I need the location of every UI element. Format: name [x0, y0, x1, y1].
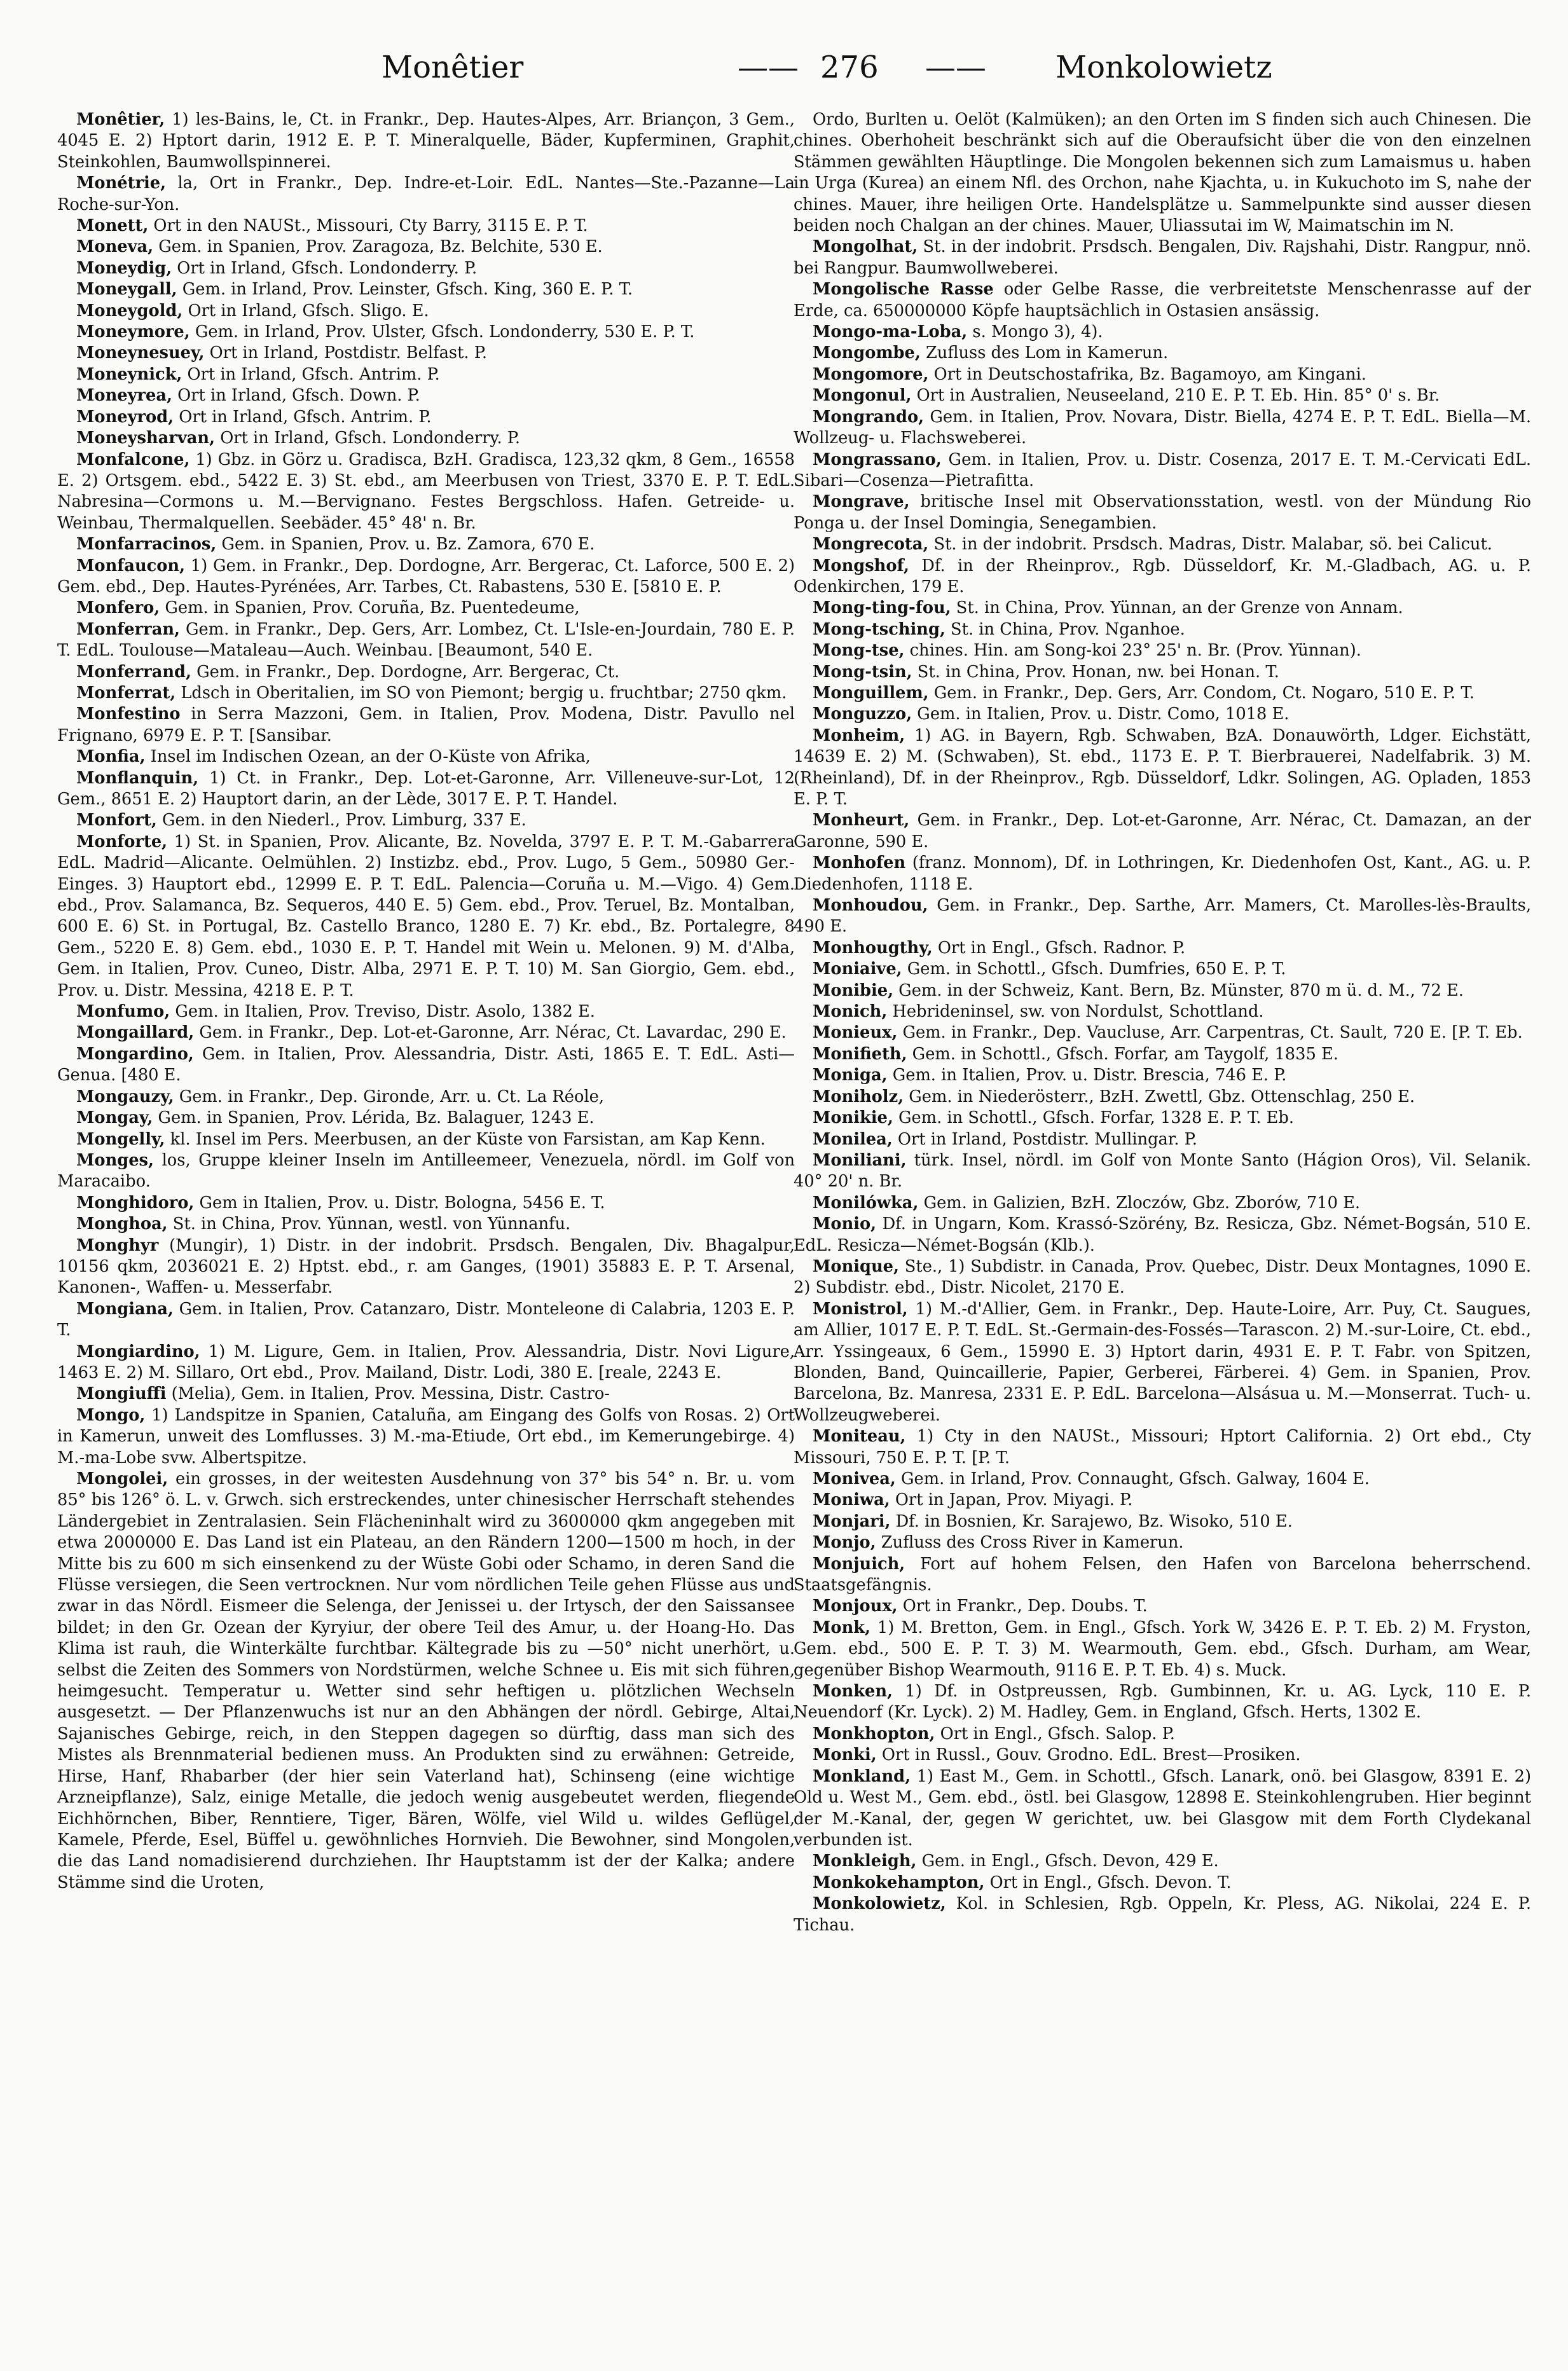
entry-text: kl. Insel im Pers. Meerbusen, an der Küste von Farsistan, am Kap Kenn.: [165, 1129, 766, 1149]
entry-text: los, Gruppe kleiner Inseln im Antilleemeer, Venezuela, nördl. im Golf von Maracaibo.: [57, 1150, 795, 1192]
entry-text: Ort in Irland, Gfsch. Down. P.: [172, 386, 420, 406]
dictionary-entry: [57, 1193, 795, 1214]
header-dash-right: ——: [925, 50, 986, 85]
entry-text: Gem. in Irland, Prov. Leinster, Gfsch. King, 360 E. P. T.: [177, 280, 633, 299]
entry-text: St. in der indobrit. Prsdsch. Madras, Distr. Malabar, sö. bei Calicut.: [928, 535, 1492, 554]
dictionary-entry: [794, 959, 1531, 980]
entry-text: Fort auf hohem Felsen, den Hafen von Barcelona beherrschend. Staatsgefängnis.: [794, 1554, 1531, 1595]
entry-text: Ort in Engl., Gfsch. Radnor. P.: [932, 938, 1186, 958]
dictionary-entry: [57, 768, 795, 811]
dictionary-entry: [794, 704, 1531, 725]
dictionary-entry: [57, 1129, 795, 1150]
dictionary-entry: [57, 1087, 795, 1108]
entry-headword: Mongonul,: [813, 386, 912, 406]
entry-text: 1) Df. in Ostpreussen, Rgb. Gumbinnen, Kr. u. AG. Lyck, 110 E. P. Neuendorf (Kr. Lyck). 2) M. Hadley, Gem. in England, Gfsch. Herts, 1302 E.: [794, 1682, 1531, 1722]
entry-headword: Monfalcone,: [76, 450, 190, 469]
dictionary-entry: [794, 1490, 1531, 1511]
dictionary-entry: [57, 1469, 795, 1893]
dictionary-entry: [57, 1235, 795, 1299]
dictionary-entry: [57, 237, 795, 258]
entry-headword: Monghyr: [76, 1235, 159, 1255]
dictionary-entry: [794, 1426, 1531, 1469]
dictionary-entry: [57, 1108, 795, 1129]
running-head-last-entry: Monkolowietz: [1056, 50, 1272, 85]
entry-headword: Monkhopton,: [813, 1724, 935, 1743]
entry-headword: Monforte,: [76, 832, 168, 851]
dictionary-entry: [794, 683, 1531, 704]
dictionary-entry: [794, 1044, 1531, 1065]
entry-headword: Mongaillard,: [76, 1023, 195, 1043]
entry-headword: Mongardino,: [76, 1044, 194, 1064]
entry-headword: Monkland,: [813, 1766, 911, 1786]
entry-headword: Monique,: [813, 1256, 899, 1276]
dictionary-entry: [794, 237, 1531, 279]
dictionary-entry: [794, 1618, 1531, 1681]
entry-text: Ort in Irland, Gfsch. Sligo. E.: [182, 301, 429, 320]
entry-headword: Monhofen: [813, 853, 906, 873]
dictionary-entry: [794, 1766, 1531, 1852]
entry-text: Gem. in Spanien, Prov. u. Bz. Zamora, 670 E.: [216, 535, 595, 554]
entry-headword: Monheim,: [813, 725, 905, 745]
dictionary-entry: [794, 1214, 1531, 1256]
entry-text: Gem. in Irland, Prov. Connaught, Gfsch. Galway, 1604 E.: [895, 1469, 1370, 1488]
dictionary-entry: [57, 450, 795, 535]
entry-text: Gem. in Frankr., Dep. Gers, Arr. Condom, Ct. Nogaro, 510 E. P. T.: [928, 683, 1475, 703]
entry-headword: Mong-tsin,: [813, 662, 912, 682]
entry-text: Gem. in Galizien, BzH. Zloczów, Gbz. Zborów, 710 E.: [918, 1193, 1361, 1213]
dictionary-entry: [794, 1596, 1531, 1617]
entry-text: (Mungir), 1) Distr. in der indobrit. Prsdsch. Bengalen, Div. Bhagalpur, 10156 qkm, 2036021 E. 2) Hptst. ebd., r. am Ganges, (1901) 35883 E. P. T. Arsenal, Kanonen-, Waffen- u. Messerfabr.: [57, 1235, 795, 1298]
entry-text: s. Mongo 3), 4).: [967, 322, 1103, 342]
dictionary-entry: [794, 853, 1531, 895]
entry-headword: Monken,: [813, 1682, 893, 1701]
entry-text: Hebrideninsel, sw. von Nordulst, Schottland.: [887, 1002, 1264, 1022]
entry-text: Gem. in Italien, Prov. u. Distr. Brescia, 746 E. P.: [887, 1066, 1287, 1085]
entry-headword: Moniliani,: [813, 1150, 907, 1170]
entry-text: Gem. in Frankr., Dep. Lot-et-Garonne, Arr. Nérac, Ct. Lavardac, 290 E.: [194, 1023, 787, 1043]
entry-headword: Monjoux,: [813, 1597, 898, 1616]
entry-text: 1) Ct. in Frankr., Dep. Lot-et-Garonne, Arr. Villeneuve-sur-Lot, 12 Gem., 8651 E. 2) Hauptort darin, an der Lède, 3017 E. P. T. Handel.: [57, 768, 795, 809]
dictionary-entry: [794, 1724, 1531, 1745]
dictionary-entry: [794, 385, 1531, 406]
dictionary-entry: [57, 301, 795, 322]
entry-text: Df. in Bosnien, Kr. Sarajewo, Bz. Wisoko, 510 E.: [890, 1511, 1293, 1531]
entry-text: Ort in Engl., Gfsch. Salop. P.: [935, 1724, 1175, 1743]
entry-headword: Mongo-ma-Loba,: [813, 322, 968, 342]
entry-headword: Mongolhat,: [813, 237, 918, 257]
entry-headword: Mongauzy,: [76, 1087, 174, 1106]
entry-text: St. in der indobrit. Prsdsch. Bengalen, Div. Rajshahi, Distr. Rangpur, nnö. bei Rangpur. Baumwollweberei.: [794, 237, 1531, 278]
entry-text: oder Gelbe Rasse, die verbreitetste Menschenrasse auf der Erde, ca. 650000000 Köpfe hauptsächlich in Ostasien ansässig.: [794, 280, 1531, 320]
dictionary-entry: [794, 1893, 1531, 1936]
entry-text: Ort in Irland, Gfsch. Londonderry. P.: [172, 258, 478, 278]
entry-headword: Monferrand,: [76, 662, 191, 682]
dictionary-entry: [57, 598, 795, 619]
entry-text: Gem. in Spanien, Prov. Zaragoza, Bz. Belchite, 530 E.: [153, 237, 603, 257]
entry-text: in Serra Mazzoni, Gem. in Italien, Prov. Modena, Distr. Pavullo nel Frignano, 6979 E. P. T. [Sansibar.: [57, 704, 795, 745]
dictionary-entry: [794, 1022, 1531, 1043]
entry-headword: Monjuich,: [813, 1554, 905, 1574]
entry-headword: Monikie,: [813, 1108, 893, 1128]
entry-headword: Mongo,: [76, 1405, 146, 1425]
entry-text: Gem. in Schottl., Gfsch. Forfar, am Taygolf, 1835 E.: [907, 1044, 1338, 1064]
entry-headword: Monfarracinos,: [76, 535, 217, 554]
entry-headword: Mongiuffi: [76, 1384, 167, 1404]
entry-text: Ort in Irland, Postdistr. Mullingar. P.: [892, 1129, 1197, 1149]
dictionary-entry: [57, 343, 795, 364]
dictionary-entry: [794, 1065, 1531, 1086]
dictionary-entry: [794, 725, 1531, 811]
entry-headword: Monio,: [813, 1214, 877, 1234]
entry-headword: Mong-tse,: [813, 641, 905, 661]
entry-headword: Moniga,: [813, 1066, 888, 1085]
page-number: 276: [820, 50, 879, 85]
dictionary-entry: [794, 322, 1531, 343]
entry-headword: Monki,: [813, 1745, 877, 1765]
entry-text: Zufluss des Lom in Kamerun.: [920, 343, 1169, 363]
dictionary-entry: [794, 1681, 1531, 1724]
entry-headword: Mongolei,: [76, 1469, 168, 1488]
dictionary-entry: [57, 1405, 795, 1469]
entry-text: Ort in Russl., Gouv. Grodno. EdL. Brest—Prosiken.: [876, 1745, 1301, 1765]
page-header: [382, 50, 1399, 100]
dictionary-entry: [794, 1745, 1531, 1766]
entry-headword: Monfero,: [76, 598, 160, 618]
entry-headword: Moniteau,: [813, 1427, 906, 1447]
entry-headword: Monibie,: [813, 980, 894, 1000]
entry-headword: Monheurt,: [813, 811, 910, 830]
dictionary-entry: [794, 1873, 1531, 1893]
dictionary-entry: [794, 1193, 1531, 1214]
entry-headword: Monflanquin,: [76, 768, 199, 788]
entry-text: 1) Cty in den NAUSt., Missouri; Hptort California. 2) Ort ebd., Cty Missouri, 750 E. P. T. [P. T.: [794, 1427, 1531, 1467]
entry-headword: Monich,: [813, 1002, 888, 1022]
entry-text: Ort in Irland, Gfsch. Londonderry. P.: [215, 429, 521, 448]
entry-headword: Monferrat,: [76, 683, 176, 703]
entry-headword: Monghoa,: [76, 1214, 168, 1234]
dictionary-entry: [57, 109, 795, 173]
entry-text: (franz. Monnom), Df. in Lothringen, Kr. Diedenhofen Ost, Kant., AG. u. P. Diedenhofen, 1118 E.: [794, 853, 1531, 894]
entry-headword: Moniholz,: [813, 1087, 904, 1106]
entry-headword: Moniwa,: [813, 1490, 890, 1510]
entry-text: Gem. in Frankr., Dep. Lot-et-Garonne, Arr. Nérac, Ct. Damazan, an der Garonne, 590 E.: [794, 811, 1531, 851]
dictionary-entry: [794, 343, 1531, 364]
entry-headword: Monguillem,: [813, 683, 929, 703]
entry-headword: Monieux,: [813, 1023, 898, 1043]
entry-headword: Moneymore,: [76, 322, 190, 342]
entry-headword: Moneva,: [76, 237, 154, 257]
entry-text: 1) AG. in Bayern, Rgb. Schwaben, BzA. Donauwörth, Ldger. Eichstätt, 14639 E. 2) M. (Schwaben), St. ebd., 1173 E. P. T. Bierbrauerei, Nadelfabrik. 3) M. (Rheinland), Df. in der Rheinprov., Rgb. Düsseldorf, Ldkr. Solingen, AG. Opladen, 1853 E. P. T.: [794, 725, 1531, 809]
entry-headword: Moneyrea,: [76, 386, 172, 406]
dictionary-entry: [57, 1044, 795, 1087]
entry-text: 1) Gem. in Frankr., Dep. Dordogne, Arr. Bergerac, Ct. Laforce, 500 E. 2) Gem. ebd., Dep. Hautes-Pyrénées, Arr. Tarbes, Ct. Rabastens, 530 E. [5810 E. P.: [57, 556, 795, 596]
dictionary-entry: [57, 662, 795, 683]
dictionary-entry: [57, 704, 795, 746]
entry-text: chines. Hin. am Song-koi 23° 25' n. Br. (Prov. Yünnan).: [904, 641, 1361, 661]
entry-headword: Moniaive,: [813, 959, 902, 979]
entry-text: Gem. in Frankr., Dep. Vaucluse, Arr. Carpentras, Ct. Sault, 720 E. [P. T. Eb.: [897, 1023, 1523, 1043]
dictionary-entry: [57, 1214, 795, 1235]
entry-text: Gem. in Spanien, Prov. Lérida, Bz. Balaguer, 1243 E.: [153, 1108, 595, 1128]
entry-text: Ort in Engl., Gfsch. Devon. T.: [984, 1873, 1232, 1892]
entry-headword: Mongomore,: [813, 364, 929, 384]
entry-text: Ort in Australien, Neuseeland, 210 E. P. T. Eb. Hin. 85° 0' s. Br.: [911, 386, 1440, 406]
dictionary-entry: [794, 598, 1531, 619]
dictionary-entry: [794, 364, 1531, 385]
entry-text: Ort in Frankr., Dep. Doubs. T.: [897, 1597, 1148, 1616]
dictionary-entry: [57, 1001, 795, 1022]
dictionary-entry: [57, 216, 795, 237]
entry-text: türk. Insel, nördl. im Golf von Monte Santo (Hágion Oros), Vil. Selanik. 40° 20' n. Br.: [794, 1150, 1531, 1192]
entry-text: Ste., 1) Subdistr. in Canada, Prov. Quebec, Distr. Deux Montagnes, 1090 E. 2) Subdistr. ebd., Distr. Nicolet, 2170 E.: [794, 1256, 1531, 1298]
entry-headword: Monêtier,: [76, 110, 165, 129]
running-head-first-entry: Monêtier: [382, 50, 524, 85]
entry-headword: Monétrie,: [76, 174, 167, 193]
dictionary-entry: [57, 428, 795, 449]
dictionary-entry: [794, 1108, 1531, 1129]
entry-headword: Moneydig,: [76, 258, 172, 278]
entry-headword: Mongombe,: [813, 343, 921, 363]
entry-headword: Monk,: [813, 1618, 870, 1637]
dictionary-entry: [794, 407, 1531, 450]
entry-headword: Monilea,: [813, 1129, 893, 1149]
dictionary-entry: [57, 832, 795, 1001]
entry-text: 1) les-Bains, le, Ct. in Frankr., Dep. Hautes-Alpes, Arr. Briançon, 3 Gem., 4045 E. 2) Hptort darin, 1912 E. P. T. Mineralquelle, Bäder, Kupferminen, Graphit, Steinkohlen, Baumwollspinnerei.: [57, 110, 795, 172]
entry-text: Gem. in Italien, Prov. Novara, Distr. Biella, 4274 E. P. T. EdL. Biella—M. Wollzeug- u. Flachsweberei.: [794, 407, 1531, 448]
dictionary-entry: [57, 1299, 795, 1342]
entry-headword: Monkokehampton,: [813, 1873, 985, 1892]
entry-text: Gem. in Frankr., Dep. Gers, Arr. Lombez, Ct. L'Isle-en-Jourdain, 780 E. P. T. EdL. Toulouse—Mataleau—Auch. Weinbau. [Beaumont, 540 E.: [57, 619, 795, 661]
dictionary-entry: [794, 1001, 1531, 1022]
entry-headword: Mongay,: [76, 1108, 153, 1128]
entry-headword: Monilówka,: [813, 1193, 919, 1213]
dictionary-entry: [57, 364, 795, 385]
dictionary-entry: [57, 746, 795, 767]
header-dash-left: ——: [738, 50, 799, 85]
dictionary-entry: [794, 810, 1531, 853]
dictionary-entry: [57, 619, 795, 662]
entry-text: Gem. in Irland, Prov. Ulster, Gfsch. Londonderry, 530 E. P. T.: [189, 322, 695, 342]
entry-text: Ordo, Burlten u. Oelöt (Kalmüken); an den Orten im S finden sich auch Chinesen. Die chines. Oberhoheit beschränkt sich auf die Oberaufsicht über die von den einzelnen Stämmen gewählten Häuptlinge. Die Mongolen bekennen sich zum Lamaismus u. haben in Urga (Kurea) an einem Nfl. des Orchon, nahe Kjachta, u. in Kukuchoto im S, nahe der chines. Mauer, ihre heiligen Orte. Handelsplätze u. Sammelpunkte sind ausser diesen beiden noch Chalgan an der chines. Mauer, Uliassutai im W, Maimatschin im N.: [794, 110, 1531, 236]
entry-headword: Monges,: [76, 1150, 154, 1170]
dictionary-entry: [794, 450, 1531, 492]
entry-headword: Moneygall,: [76, 280, 177, 299]
entry-text: Gem. in Schottl., Gfsch. Dumfries, 650 E. P. T.: [902, 959, 1286, 979]
dictionary-entry: [794, 1129, 1531, 1150]
entry-headword: Mong-ting-fou,: [813, 598, 951, 618]
entry-headword: Moneynesuey,: [76, 343, 205, 363]
dictionary-entry: [57, 407, 795, 428]
entry-text: 1) East M., Gem. in Schottl., Gfsch. Lanark, onö. bei Glasgow, 8391 E. 2) Old u. West M., Gem. ebd., östl. bei Glasgow, 12898 E. Steinkohlengruben. Hier beginnt der M.-Kanal, der, gegen W gerichtet, uw. bei Glasgow mit dem Forth Clydekanal verbunden ist.: [794, 1766, 1531, 1850]
entry-headword: Monivea,: [813, 1469, 896, 1488]
dictionary-entry: [794, 534, 1531, 555]
entry-text: Ort in Irland, Gfsch. Antrim. P.: [182, 364, 440, 384]
entry-headword: Monferran,: [76, 619, 180, 639]
entry-headword: Monifieth,: [813, 1044, 907, 1064]
entry-text: Kol. in Schlesien, Rgb. Oppeln, Kr. Pless, AG. Nikolai, 224 E. P. Tichau.: [794, 1894, 1531, 1935]
entry-text: (Melia), Gem. in Italien, Prov. Messina, Distr. Castro-: [166, 1384, 610, 1404]
entry-headword: Monguzzo,: [813, 704, 912, 724]
dictionary-entry: [794, 662, 1531, 683]
entry-headword: Monfumo,: [76, 1002, 170, 1022]
entry-headword: Monhougthy,: [813, 938, 933, 958]
entry-text: 1) St. in Spanien, Prov. Alicante, Bz. Novelda, 3797 E. P. T. M.-Gabarrera EdL. Madrid—Alicante. Oelmühlen. 2) Instizbz. ebd., Prov. Lugo, 5 Gem., 50980 Ger.-Einges. 3) Hauptort ebd., 12999 E. P. T. EdL. Palencia—Coruña u. M.—Vigo. 4) Gem. ebd., Prov. Salamanca, Bz. Sequeros, 440 E. 5) Gem. ebd., Prov. Teruel, Bz. Montalban, 600 E. 6) St. in Portugal, Bz. Castello Branco, 1280 E. 7) Kr. ebd., Bz. Portalegre, 8 Gem., 5220 E. 8) Gem. ebd., 1030 E. P. T. Handel mit Wein u. Melonen. 9) M. d'Alba, Gem. in Italien, Prov. Cuneo, Distr. Alba, 2971 E. P. T. 10) M. San Giorgio, Gem. ebd., Prov. u. Distr. Messina, 4218 E. P. T.: [57, 832, 795, 1000]
dictionary-entry: [57, 1384, 795, 1405]
entry-headword: Moneyrod,: [76, 407, 174, 427]
entry-text: St. in China, Prov. Honan, nw. bei Honan. T.: [912, 662, 1279, 682]
entry-headword: Moneygold,: [76, 301, 183, 320]
entry-text: Zufluss des Cross River in Kamerun.: [876, 1533, 1184, 1553]
dictionary-entry: [57, 279, 795, 300]
dictionary-entry: [794, 556, 1531, 598]
dictionary-entry: [57, 683, 795, 704]
entry-text: Gem in Italien, Prov. u. Distr. Bologna, 5456 E. T.: [194, 1193, 605, 1213]
dictionary-entry: [794, 279, 1531, 322]
entry-text: Gem. in der Schweiz, Kant. Bern, Bz. Münster, 870 m ü. d. M., 72 E.: [893, 980, 1464, 1000]
dictionary-entry: [794, 1554, 1531, 1597]
entry-headword: Monghidoro,: [76, 1193, 195, 1213]
entry-text: Ort in den NAUSt., Missouri, Cty Barry, 3115 E. P. T.: [148, 216, 588, 236]
entry-text: Gem. in Italien, Prov. Catanzaro, Distr. Monteleone di Calabria, 1203 E. P. T.: [57, 1299, 795, 1340]
entry-text: la, Ort in Frankr., Dep. Indre-et-Loir. EdL. Nantes—Ste.-Pazanne—La Roche-sur-Yon.: [57, 174, 795, 214]
entry-text: 1) Landspitze in Spanien, Cataluña, am Eingang des Golfs von Rosas. 2) Ort in Kamerun, unweit des Lomflusses. 3) M.-ma-Etiude, Ort ebd., im Kemerungebirge. 4) M.-ma-Lobe svw. Albertspitze.: [57, 1405, 795, 1467]
entry-text: Gem. in Italien, Prov. Treviso, Distr. Asolo, 1382 E.: [170, 1002, 595, 1022]
dictionary-entry: [794, 109, 1531, 237]
right-column: [794, 109, 1531, 2354]
entry-headword: Mongelly,: [76, 1129, 165, 1149]
entry-text: Df. in der Rheinprov., Rgb. Düsseldorf, Kr. M.-Gladbach, AG. u. P. Odenkirchen, 179 E.: [794, 556, 1531, 596]
entry-text: 1) M. Ligure, Gem. in Italien, Prov. Alessandria, Distr. Novi Ligure, 1463 E. 2) M. Sillaro, Ort ebd., Prov. Mailand, Distr. Lodi, 380 E. [reale, 2243 E.: [57, 1342, 795, 1382]
dictionary-entry: [794, 1256, 1531, 1299]
dictionary-entry: [57, 258, 795, 279]
entry-text: 1) Gbz. in Görz u. Gradisca, BzH. Gradisca, 123,32 qkm, 8 Gem., 16558 E. 2) Ortsgem. ebd., 5422 E. 3) St. ebd., am Meerbusen von Triest, 3370 E. P. T. EdL. Nabresina—Cormons u. M.—Bervignano. Festes Bergschloss. Hafen. Getreide- u. Weinbau, Thermalquellen. Seebäder. 45° 48' n. Br.: [57, 450, 795, 533]
entry-headword: Mongiana,: [76, 1299, 174, 1319]
dictionary-entry: [57, 322, 795, 343]
entry-text: Gem. in Schottl., Gfsch. Forfar, 1328 E. P. T. Eb.: [893, 1108, 1295, 1128]
entry-text: 1) M.-d'Allier, Gem. in Frankr., Dep. Haute-Loire, Arr. Puy, Ct. Saugues, am Allier, 1017 E. P. T. EdL. St.-Germain-des-Fossés—Tarascon. 2) M.-sur-Loire, Ct. ebd., Arr. Yssingeaux, 6 Gem., 15990 E. 3) Hptort darin, 4931 E. P. T. Fabr. von Spitzen, Blonden, Band, Quincaillerie, Papier, Gerberei, Färberei. 4) Gem. in Spanien, Prov. Barcelona, Bz. Manresa, 2331 E. P. EdL. Barcelona—Alsásua u. M.—Monserrat. Tuch- u. Wollzeugweberei.: [794, 1299, 1531, 1425]
entry-text: Ort in Irland, Gfsch. Antrim. P.: [174, 407, 432, 427]
entry-headword: Monett,: [76, 216, 149, 236]
entry-headword: Mongrando,: [813, 407, 925, 427]
entry-text: Gem. in Frankr., Dep. Sarthe, Arr. Mamers, Ct. Marolles-lès-Braults, 490 E.: [794, 896, 1531, 937]
entry-text: St. in China, Prov. Yünnan, an der Grenze von Annam.: [951, 598, 1403, 618]
dictionary-entry: [794, 1299, 1531, 1426]
entry-headword: Moneynick,: [76, 364, 182, 384]
entry-text: Gem. in den Niederl., Prov. Limburg, 337 E.: [156, 811, 526, 830]
dictionary-entry: [794, 1469, 1531, 1490]
dictionary-entry: [794, 1511, 1531, 1532]
dictionary-entry: [794, 895, 1531, 938]
dictionary-entry: [794, 980, 1531, 1001]
entry-headword: Monfort,: [76, 811, 157, 830]
entry-headword: Mongrassano,: [813, 450, 942, 469]
entry-text: britische Insel mit Observationsstation, westl. von der Mündung Rio Ponga u. der Insel Domingia, Senegambien.: [794, 492, 1531, 533]
left-column: [57, 109, 795, 2354]
entry-headword: Monhoudou,: [813, 896, 928, 916]
entry-text: Gem. in Italien, Prov. Alessandria, Distr. Asti, 1865 E. T. EdL. Asti—Genua. [480 E.: [57, 1044, 795, 1085]
dictionary-entry: [794, 491, 1531, 534]
dictionary-entry: [57, 173, 795, 216]
entry-text: Gem. in Engl., Gfsch. Devon, 429 E.: [916, 1852, 1219, 1871]
entry-headword: Monkleigh,: [813, 1852, 917, 1871]
entry-text: St. in China, Prov. Nganhoe.: [945, 619, 1185, 639]
entry-text: Ort in Japan, Prov. Miyagi. P.: [890, 1490, 1133, 1510]
dictionary-entry: [794, 1532, 1531, 1553]
entry-text: ein grosses, in der weitesten Ausdehnung von 37° bis 54° n. Br. u. vom 85° bis 126° ö. L. v. Grwch. sich erstreckendes, unter chinesischer Herrschaft stehendes Ländergebiet in Zentralasien. Sein Flächeninhalt wird zu 3600000 qkm angegeben mit etwa 2000000 E. Das Land ist ein Plateau, an den Rändern 1200—1500 m hoch, in der Mitte bis zu 600 m sich einsenkend zu der Wüste Gobi oder Schamo, in deren Sand die Flüsse versiegen, die Seen vertrocknen. Nur vom nördlichen Teile gehen Flüsse aus und zwar in das Nördl. Eismeer die Selenga, der Jenissei u. der Irtysch, der den Saissansee bildet; in den Gr. Ozean der Kyryiur, der obere Teil des Amur, u. der Hoang-Ho. Das Klima ist rauh, die Winterkälte furchtbar. Kältegrade bis zu —50° nicht unerhört, u. selbst die Zeiten des Sommers von Nordstürmen, welche Schnee u. Eis mit sich führen, heimgesucht. Temperatur u. Wetter sind sehr heftigen u. plötzlichen Wechseln ausgesetzt. — Der Pflanzenwuchs ist nur an den Abhängen der nördl. Gebirge, Altai, Sajanisches Gebirge, reich, in den Steppen dagegen so dürftig, dass man sich des Mistes als Brennmaterial bedienen muss. An Produkten sind zu erwähnen: Getreide, Hirse, Hanf, Rhabarber (der hier sein Vaterland hat), Schinseng (eine wichtige Arzneipflanze), Salz, einige Metalle, die jedoch wenig ausgebeutet werden, fliegende Eichhörnchen, Biber, Renntiere, Tiger, Bären, Wölfe, viel Wild u. wildes Geflügel, Kamele, Pferde, Esel, Büffel u. gewöhnliches Hornvieh. Die Bewohner, sind Mongolen, die das Land nomadisierend durchziehen. Ihr Hauptstamm ist der der Kalka; andere Stämme sind die Uroten,: [57, 1469, 795, 1892]
entry-text: Gem. in Frankr., Dep. Gironde, Arr. u. Ct. La Réole,: [174, 1087, 605, 1106]
entry-text: Gem. in Italien, Prov. u. Distr. Cosenza, 2017 E. T. M.-Cervicati EdL. Sibari—Cosenza—Pietrafitta.: [794, 450, 1531, 490]
dictionary-entry: [794, 640, 1531, 661]
dictionary-entry: [57, 1342, 795, 1384]
entry-text: Gem. in Frankr., Dep. Dordogne, Arr. Bergerac, Ct.: [191, 662, 620, 682]
entry-headword: Monistrol,: [813, 1299, 908, 1319]
dictionary-entry: [57, 385, 795, 406]
entry-headword: Mongiardino,: [76, 1342, 200, 1361]
entry-text: Gem. in Niederösterr., BzH. Zwettl, Gbz. Ottenschlag, 250 E.: [904, 1087, 1415, 1106]
entry-headword: Mongrecota,: [813, 535, 929, 554]
entry-text: Gem. in Italien, Prov. u. Distr. Como, 1018 E.: [912, 704, 1289, 724]
entry-headword: Mongrave,: [813, 492, 910, 512]
dictionary-entry: [794, 1150, 1531, 1193]
entry-headword: Monjo,: [813, 1533, 876, 1553]
entry-headword: Monfia,: [76, 747, 146, 767]
entry-text: Df. in Ungarn, Kom. Krassó-Szörény, Bz. Resicza, Gbz. Német-Bogsán, 510 E. EdL. Resicza—Német-Bogsán (Klb.).: [794, 1214, 1531, 1255]
dictionary-entry: [57, 534, 795, 555]
entry-headword: Monfaucon,: [76, 556, 186, 575]
dictionary-entry: [57, 556, 795, 598]
dictionary-entry: [57, 810, 795, 831]
entry-text: 1) M. Bretton, Gem. in Engl., Gfsch. York W, 3426 E. P. T. Eb. 2) M. Fryston, Gem. ebd., 500 E. P. T. 3) M. Wearmouth, Gem. ebd., Gfsch. Durham, am Wear, gegenüber Bishop Wearmouth, 9116 E. P. T. Eb. 4) s. Muck.: [794, 1618, 1531, 1680]
entry-headword: Mongolische Rasse: [813, 280, 994, 299]
entry-text: Gem. in Spanien, Prov. Coruña, Bz. Puentedeume,: [160, 598, 580, 618]
entry-text: Insel im Indischen Ozean, an der O-Küste von Afrika,: [145, 747, 591, 767]
dictionary-entry: [794, 1087, 1531, 1108]
dictionary-entry: [57, 1150, 795, 1193]
entry-text: Ldsch in Oberitalien, im SO von Piemont; bergig u. fruchtbar; 2750 qkm.: [175, 683, 787, 703]
entry-text: Ort in Irland, Postdistr. Belfast. P.: [204, 343, 487, 363]
dictionary-entry: [57, 1022, 795, 1043]
entry-headword: Mongshof,: [813, 556, 909, 575]
dictionary-entry: [794, 1851, 1531, 1872]
dictionary-entry: [794, 938, 1531, 959]
entry-headword: Mong-tsching,: [813, 619, 946, 639]
entry-headword: Moneysharvan,: [76, 429, 216, 448]
dictionary-entry: [794, 619, 1531, 640]
entry-headword: Monfestino: [76, 704, 181, 724]
entry-headword: Monkolowietz,: [813, 1894, 946, 1914]
entry-headword: Monjari,: [813, 1511, 891, 1531]
entry-text: Ort in Deutschostafrika, Bz. Bagamoyo, am Kingani.: [928, 364, 1366, 384]
entry-text: St. in China, Prov. Yünnan, westl. von Yünnanfu.: [167, 1214, 571, 1234]
